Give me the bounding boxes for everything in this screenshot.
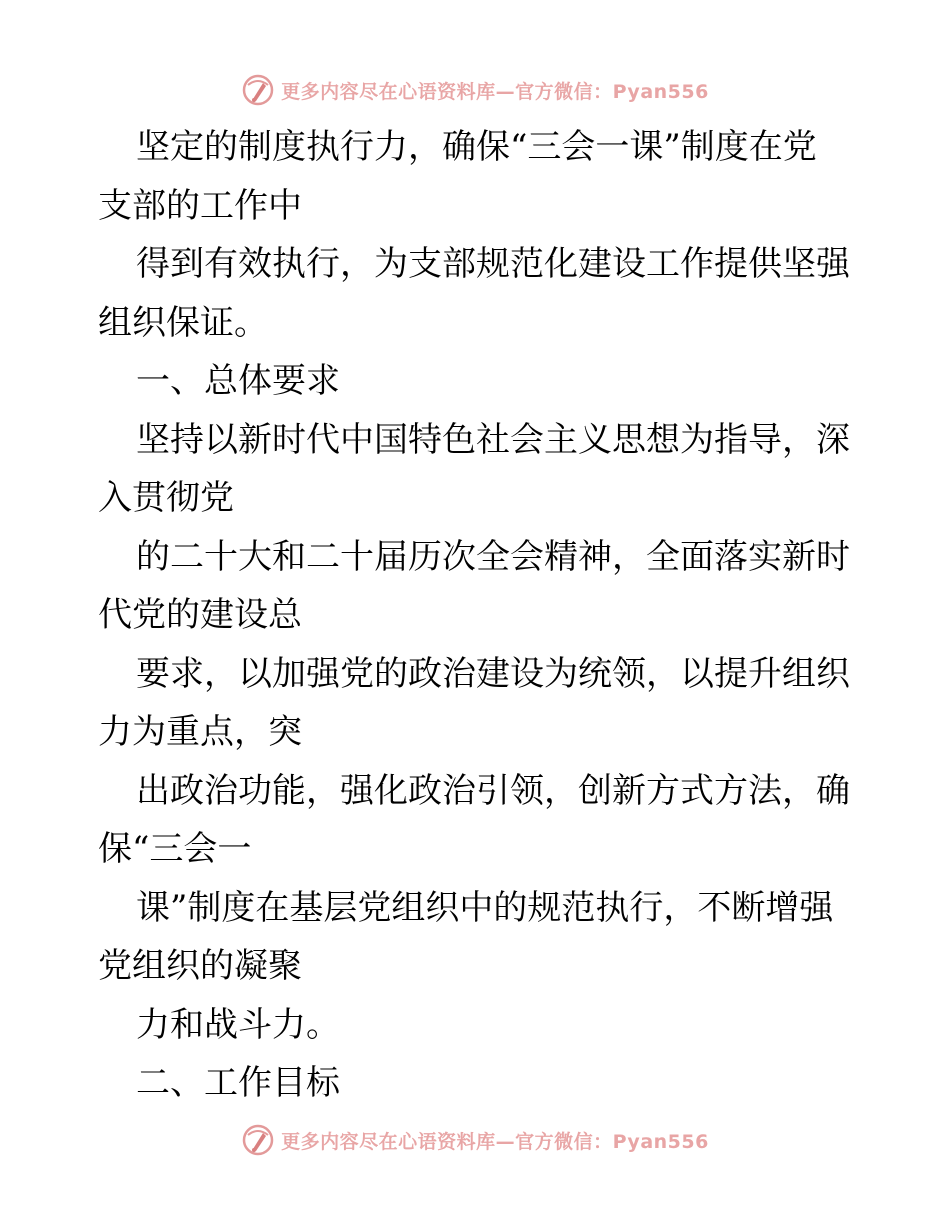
text-line: 一、总体要求	[136, 361, 340, 401]
text-line: 力为重点，突	[98, 712, 302, 752]
text-line: 支部的工作中	[98, 185, 302, 226]
header-watermark-text: 更多内容尽在心语资料库—官方微信：Pyan556	[281, 80, 709, 103]
header-watermark	[0, 70, 950, 110]
text-line: 保“三会一	[98, 829, 252, 869]
pen-circle-logo-icon	[241, 73, 275, 107]
text-line: 代党的建设总	[98, 595, 302, 635]
text-line: 党组织的凝聚	[98, 946, 302, 986]
text-line: 得到有效执行，为支部规范化建设工作提供坚强	[136, 244, 850, 284]
footer-watermark-text: 更多内容尽在心语资料库—官方微信：Pyan556	[281, 1130, 709, 1153]
footer-watermark	[0, 1120, 950, 1160]
text-line: 的二十大和二十届历次全会精神，全面落实新时	[136, 536, 850, 577]
document-body	[98, 118, 858, 1113]
text-line: 二、工作目标	[136, 1063, 340, 1103]
text-line: 组织保证。	[98, 302, 268, 343]
text-line: 要求，以加强党的政治建设为统领，以提升组织	[136, 653, 850, 694]
text-line: 入贯彻党	[98, 478, 234, 518]
text-line: 出政治功能，强化政治引领，创新方式方法，确	[136, 770, 850, 811]
text-line: 坚持以新时代中国特色社会主义思想为指导，深	[136, 419, 850, 460]
text-line: 力和战斗力。	[136, 1004, 340, 1045]
pen-circle-logo-icon	[241, 1123, 275, 1157]
text-line: 课”制度在基层党组织中的规范执行，不断增强	[136, 887, 834, 928]
text-line: 坚定的制度执行力，确保“三会一课”制度在党	[136, 127, 817, 167]
